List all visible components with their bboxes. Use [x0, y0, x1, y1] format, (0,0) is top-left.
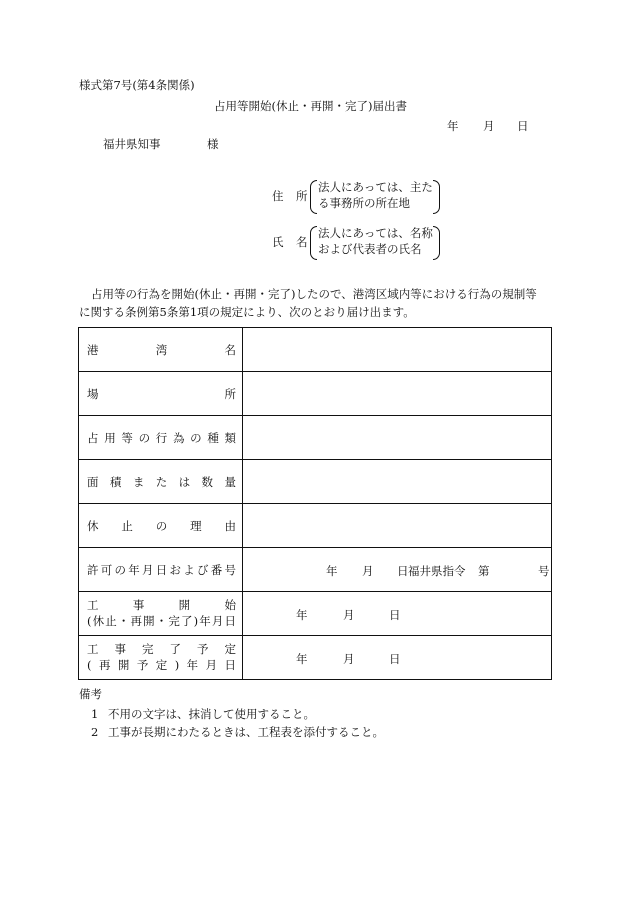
note-1-number: 1 [91, 707, 99, 721]
permit-authority: 福井県指令 [408, 564, 466, 578]
work-start-year: 年 [296, 608, 308, 622]
label-port-name: 港 湾 名 [87, 342, 236, 357]
label-work-start-line1: 工 事 開 始 [87, 597, 236, 612]
form-table [78, 327, 552, 680]
name-note [310, 226, 440, 259]
label-area-quantity: 面 積 ま た は 数 量 [87, 474, 236, 489]
name-note-line1: 法人にあっては、名称 [318, 226, 433, 240]
body-text-line2: に関する条例第5条第1項の規定により、次のとおり届け出ます。 [79, 305, 415, 319]
value-cell-location[interactable] [243, 372, 552, 416]
note-2-text: 工事が長期にわたるときは、工程表を添付すること。 [108, 725, 384, 739]
label-cell [79, 416, 243, 460]
value-cell-permit[interactable] [243, 548, 552, 592]
permit-go: 号 [538, 564, 550, 578]
permit-year: 年 [326, 564, 338, 578]
value-cell-completion[interactable] [243, 636, 552, 680]
permit-dai: 第 [478, 564, 490, 578]
table-row [79, 548, 552, 592]
table-row [79, 416, 552, 460]
completion-day: 日 [389, 652, 401, 666]
address-label-a: 住 [272, 189, 284, 203]
addressee-name: 福井県知事 [103, 137, 161, 151]
notes-heading: 備考 [79, 687, 102, 701]
label-work-start-line2: ( 休 止 ・ 再 開 ・ 完 了 ) 年 月 日 [87, 613, 236, 628]
label-permit-date-number: 許 可 の 年 月 日 お よ び 番 号 [87, 562, 236, 577]
value-cell-port-name[interactable] [243, 328, 552, 372]
form-title: 占用等開始(休止・再開・完了)届出書 [214, 99, 407, 113]
address-note-line1: 法人にあっては、主た [318, 180, 433, 194]
label-cell [79, 504, 243, 548]
date-day: 日 [517, 119, 529, 133]
label-suspension-reason: 休 止 の 理 由 [87, 518, 236, 533]
completion-month: 月 [343, 652, 355, 666]
address-label-b: 所 [296, 189, 308, 203]
value-cell-area-quantity[interactable] [243, 460, 552, 504]
name-label-a: 氏 [272, 235, 284, 249]
label-completion-line1: 工 事 完 了 予 定 [87, 641, 236, 656]
value-cell-work-start[interactable] [243, 592, 552, 636]
label-location: 場 所 [87, 386, 236, 401]
value-cell-activity-type[interactable] [243, 416, 552, 460]
note-1-text: 不用の文字は、抹消して使用すること。 [108, 707, 315, 721]
body-text-line1: 占用等の行為を開始(休止・再開・完了)したので、港湾区域内等における行為の規制等 [91, 287, 537, 301]
form-number: 様式第7号(第4条関係) [79, 78, 195, 92]
work-start-month: 月 [343, 608, 355, 622]
note-2-number: 2 [91, 725, 99, 739]
permit-day: 日 [397, 564, 409, 578]
address-note-line2: る事務所の所在地 [318, 196, 410, 210]
table-row [79, 592, 552, 636]
address-note [310, 180, 440, 213]
table-row [79, 328, 552, 372]
name-label-b: 名 [296, 235, 308, 249]
name-note-line2: および代表者の氏名 [318, 242, 422, 256]
label-cell [79, 548, 243, 592]
label-completion-line2: ( 再 開 予 定 ) 年 月 日 [87, 657, 236, 672]
label-cell [79, 460, 243, 504]
table-row [79, 504, 552, 548]
label-activity-type: 占 用 等 の 行 為 の 種 類 [87, 430, 236, 445]
label-cell [79, 636, 243, 680]
date-year: 年 [447, 119, 459, 133]
date-month: 月 [483, 119, 495, 133]
table-row [79, 372, 552, 416]
label-cell [79, 372, 243, 416]
addressee-honorific: 様 [207, 137, 219, 151]
work-start-day: 日 [389, 608, 401, 622]
value-cell-suspension-reason[interactable] [243, 504, 552, 548]
completion-year: 年 [296, 652, 308, 666]
table-row [79, 460, 552, 504]
label-cell [79, 328, 243, 372]
table-row [79, 636, 552, 680]
permit-month: 月 [362, 564, 374, 578]
label-cell [79, 592, 243, 636]
